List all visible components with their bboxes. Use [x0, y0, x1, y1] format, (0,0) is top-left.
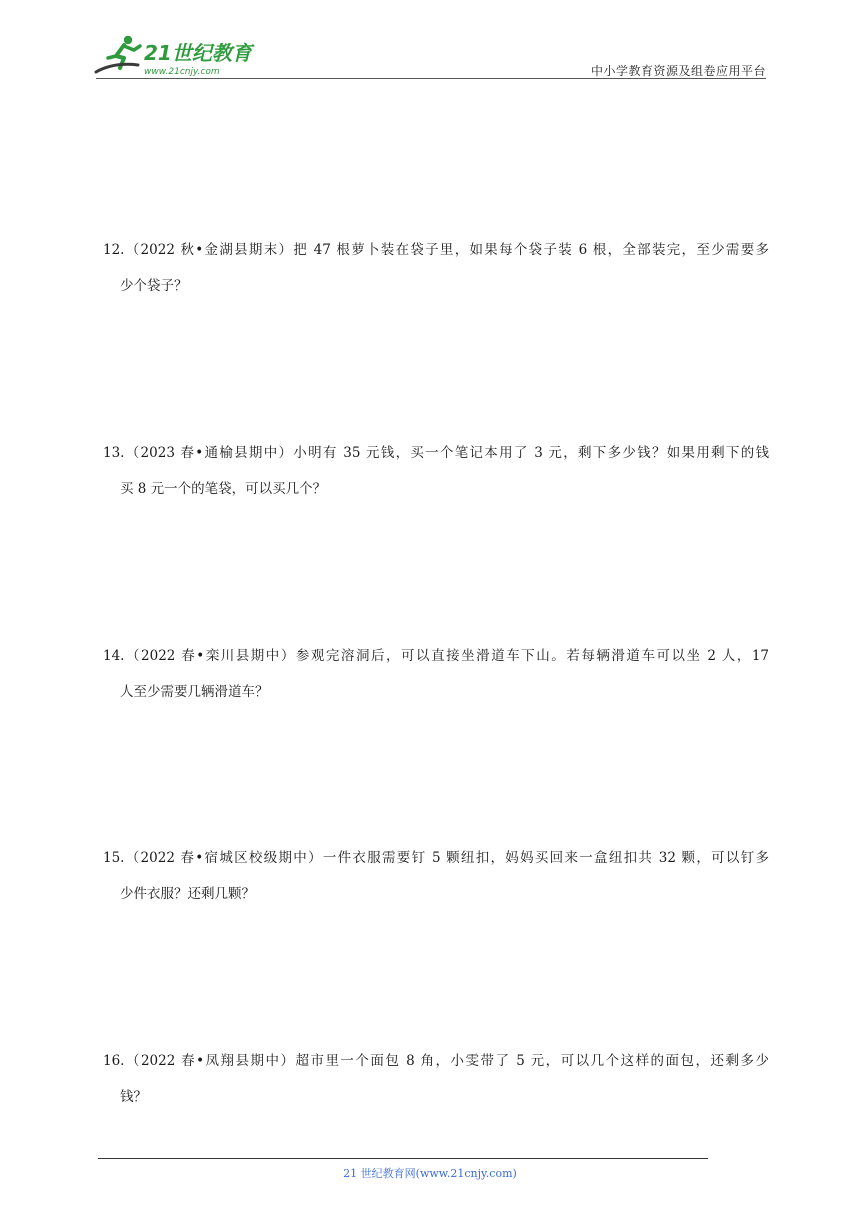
- header-divider: [96, 78, 766, 79]
- question-text-continuation: 买 8 元一个的笔袋，可以买几个？: [120, 481, 327, 497]
- question-text-line: 14.（2022 春•栾川县期中）参观完溶洞后，可以直接坐滑道车下山。若每辆滑道车可以坐 2 人，17: [103, 648, 769, 664]
- platform-title: 中小学教育资源及组卷应用平台: [590, 64, 766, 78]
- footer-site-link[interactable]: 21 世纪教育网(www.21cnjy.com): [343, 1167, 517, 1180]
- svg-text:www.21cnjy.com: www.21cnjy.com: [144, 67, 220, 77]
- site-logo: [94, 32, 264, 78]
- svg-text:21世纪教育: 21世纪教育: [144, 41, 252, 65]
- question-text-continuation: 人至少需要几辆滑道车？: [120, 684, 269, 700]
- question-12: [103, 232, 769, 304]
- question-text-line: 15.（2022 春•宿城区校级期中）一件衣服需要钉 5 颗纽扣，妈妈买回来一盒纽扣共 32 颗，可以钉多: [103, 850, 769, 866]
- question-16: [103, 1043, 769, 1115]
- question-15: [103, 840, 769, 912]
- page-header: [94, 30, 766, 80]
- question-text-continuation: 少个袋子？: [120, 278, 188, 294]
- question-text-line: 12.（2022 秋•金湖县期末）把 47 根萝卜装在袋子里，如果每个袋子装 6 根，全部装完，至少需要多: [103, 242, 769, 258]
- question-text-line: 16.（2022 春•凤翔县期中）超市里一个面包 8 角，小雯带了 5 元，可以几个这样的面包，还剩多少: [103, 1053, 769, 1069]
- footer-divider: [98, 1158, 708, 1159]
- runner-logo-icon: [94, 32, 264, 78]
- question-text-continuation: 少件衣服？还剩几颗？: [120, 886, 255, 902]
- question-13: [103, 435, 769, 507]
- question-text-line: 13.（2023 春•通榆县期中）小明有 35 元钱，买一个笔记本用了 3 元，剩下多少钱？如果用剩下的钱: [103, 445, 769, 461]
- question-14: [103, 638, 769, 710]
- question-text-continuation: 钱？: [120, 1089, 147, 1105]
